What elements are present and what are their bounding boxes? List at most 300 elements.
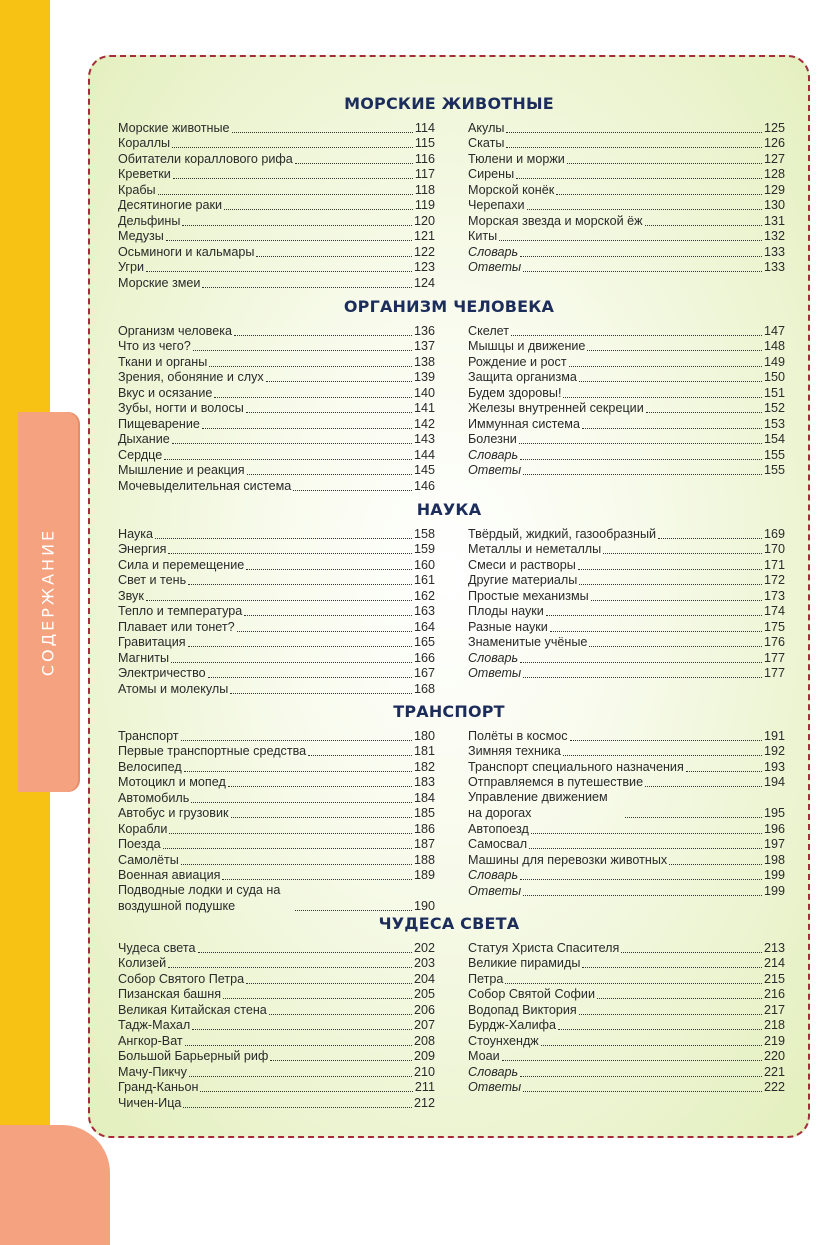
toc-entry-page: 211 <box>414 1080 435 1094</box>
toc-entry-page: 219 <box>763 1033 785 1048</box>
toc-entry-page: 165 <box>413 635 435 649</box>
toc-entry-label: Морские животные <box>118 120 230 135</box>
toc-entry[interactable] <box>468 370 785 386</box>
dot-leader <box>579 1014 762 1015</box>
dot-leader <box>172 147 413 148</box>
toc-entry-label: Крабы <box>118 182 156 197</box>
toc-entry-page: 153 <box>763 416 785 431</box>
toc-entry[interactable] <box>468 136 785 152</box>
toc-entry[interactable] <box>468 837 785 853</box>
toc-entry-page: 176 <box>763 635 785 649</box>
toc-entry[interactable] <box>468 401 785 417</box>
toc-entry[interactable] <box>118 213 435 229</box>
dot-leader <box>270 1060 412 1061</box>
toc-entry[interactable] <box>118 229 435 245</box>
toc-entry-label: Свет и тень <box>118 573 187 587</box>
toc-column-left <box>118 526 435 697</box>
toc-entry-page: 170 <box>763 542 785 556</box>
dot-leader <box>202 287 412 288</box>
dot-leader <box>506 147 762 148</box>
toc-entry[interactable] <box>468 557 785 573</box>
toc-entry-label: Управление движением на дорогах <box>468 790 608 820</box>
toc-entry-page: 187 <box>413 837 435 851</box>
toc-entry-page: 194 <box>763 775 785 789</box>
toc-entry-label: Корабли <box>118 821 168 836</box>
dot-leader <box>209 366 412 367</box>
toc-entry[interactable] <box>468 198 785 214</box>
toc-entry-page: 128 <box>763 167 785 181</box>
toc-entry[interactable] <box>468 151 785 167</box>
toc-entry-label: Металлы и неметаллы <box>468 542 602 556</box>
toc-entry-label: Собор Святой Софии <box>468 987 595 1001</box>
contents-panel <box>88 55 810 1138</box>
dot-leader <box>237 631 412 632</box>
dot-leader <box>597 998 762 999</box>
toc-entry[interactable] <box>468 1033 785 1049</box>
toc-entry-page: 199 <box>763 868 785 882</box>
toc-entry[interactable] <box>118 604 435 620</box>
toc-entry-page: 207 <box>413 1018 435 1032</box>
dot-leader <box>527 209 762 210</box>
toc-entry[interactable] <box>468 573 785 589</box>
toc-entry-label: Ответы <box>468 260 522 274</box>
dot-leader <box>520 879 762 880</box>
toc-entry[interactable] <box>118 1064 435 1080</box>
toc-entry[interactable] <box>118 370 435 386</box>
toc-entry[interactable] <box>468 650 785 666</box>
toc-entry[interactable] <box>118 940 435 956</box>
toc-entry[interactable] <box>118 385 435 401</box>
toc-entry-label: Ткани и органы <box>118 354 208 369</box>
toc-entry-label: Осьминоги и кальмары <box>118 244 255 259</box>
dot-leader <box>222 879 412 880</box>
toc-entry-label: Петра <box>468 971 504 986</box>
toc-entry-label: Автобус и грузовик <box>118 806 229 820</box>
toc-entry-label: Другие материалы <box>468 573 578 587</box>
toc-entry-page: 162 <box>413 588 435 603</box>
toc-entry[interactable] <box>468 588 785 604</box>
dot-leader <box>645 225 762 226</box>
toc-entry[interactable] <box>468 542 785 558</box>
dot-leader <box>155 538 412 539</box>
toc-entry[interactable] <box>118 120 435 136</box>
toc-entry-label: Военная авиация <box>118 868 221 882</box>
toc-entry[interactable] <box>118 260 435 276</box>
toc-entry-page: 217 <box>763 1002 785 1017</box>
toc-entry[interactable] <box>118 1018 435 1034</box>
toc-entry-page: 143 <box>413 432 435 446</box>
toc-entry-label: Зимняя техника <box>468 744 561 758</box>
toc-entry-page: 125 <box>763 120 785 135</box>
toc-entry-label: Первые транспортные средства <box>118 744 307 758</box>
dot-leader <box>587 350 762 351</box>
toc-entry-page: 206 <box>413 1002 435 1017</box>
toc-entry[interactable] <box>468 775 785 791</box>
toc-entry[interactable] <box>468 182 785 198</box>
toc-entry[interactable] <box>468 1064 785 1080</box>
toc-entry-page: 180 <box>413 728 435 743</box>
toc-entry-label: Дельфины <box>118 213 181 228</box>
dot-leader <box>256 256 412 257</box>
toc-entry[interactable] <box>118 728 435 744</box>
toc-entry-page: 155 <box>763 447 785 462</box>
toc-entry[interactable] <box>118 542 435 558</box>
toc-entry[interactable] <box>468 167 785 183</box>
toc-entry[interactable] <box>118 401 435 417</box>
dot-leader <box>531 833 762 834</box>
toc-entry-page: 183 <box>413 775 435 789</box>
toc-entry-page: 167 <box>413 666 435 680</box>
toc-entry-page: 124 <box>413 275 435 290</box>
dot-leader <box>214 397 412 398</box>
dot-leader <box>658 538 762 539</box>
toc-entry[interactable] <box>118 447 435 463</box>
toc-entry-page: 140 <box>413 385 435 400</box>
toc-entry[interactable] <box>118 852 435 868</box>
toc-entry[interactable] <box>118 136 435 152</box>
dot-leader <box>529 848 762 849</box>
toc-entry[interactable] <box>468 1002 785 1018</box>
toc-entry[interactable] <box>118 151 435 167</box>
toc-entry-page: 120 <box>413 213 435 228</box>
toc-entry-label: Тадж-Махал <box>118 1018 191 1032</box>
toc-entry[interactable] <box>118 1049 435 1065</box>
toc-entry[interactable] <box>118 557 435 573</box>
toc-entry-label: Сила и перемещение <box>118 557 245 572</box>
toc-entry-page: 136 <box>413 323 435 338</box>
toc-entry[interactable] <box>118 182 435 198</box>
toc-entry-label: Акулы <box>468 120 505 135</box>
toc-entry-label: Десятиногие раки <box>118 198 223 212</box>
toc-entry[interactable] <box>118 478 435 494</box>
toc-entry[interactable] <box>468 619 785 635</box>
toc-entry-page: 131 <box>763 213 785 228</box>
toc-entry[interactable] <box>118 971 435 987</box>
toc-entry[interactable] <box>118 635 435 651</box>
dot-leader <box>499 240 762 241</box>
toc-entry[interactable] <box>118 759 435 775</box>
toc-entry[interactable] <box>468 940 785 956</box>
toc-entry[interactable] <box>468 323 785 339</box>
dot-leader <box>166 240 412 241</box>
toc-column-right <box>468 323 785 478</box>
toc-entry[interactable] <box>468 666 785 682</box>
toc-entry[interactable] <box>468 213 785 229</box>
toc-entry[interactable] <box>468 852 785 868</box>
dot-leader <box>550 631 762 632</box>
toc-entry[interactable] <box>118 666 435 682</box>
toc-entry-page: 152 <box>763 401 785 415</box>
dot-leader <box>293 490 412 491</box>
toc-entry-page: 193 <box>763 759 785 774</box>
toc-entry-page: 220 <box>763 1049 785 1063</box>
dot-leader <box>579 381 762 382</box>
toc-entry-label: Ответы <box>468 463 522 477</box>
toc-entry-page: 182 <box>413 759 435 774</box>
toc-entry[interactable] <box>118 1033 435 1049</box>
toc-entry[interactable] <box>118 354 435 370</box>
dot-leader <box>558 1029 762 1030</box>
toc-entry[interactable] <box>118 275 435 291</box>
dot-leader <box>247 474 412 475</box>
toc-entry-label: Транспорт специального назначения <box>468 759 684 774</box>
dot-leader <box>645 786 762 787</box>
toc-entry[interactable] <box>468 120 785 136</box>
toc-entry-label: Велосипед <box>118 759 182 774</box>
toc-entry-page: 147 <box>763 323 785 338</box>
dot-leader <box>169 833 412 834</box>
toc-entry[interactable] <box>468 244 785 260</box>
toc-entry-label: Чудеса света <box>118 940 196 955</box>
toc-entry[interactable] <box>118 650 435 666</box>
dot-leader <box>519 443 762 444</box>
toc-entry[interactable] <box>468 956 785 972</box>
dot-leader <box>582 967 762 968</box>
toc-entry-label: Твёрдый, жидкий, газообразный <box>468 526 657 541</box>
toc-entry[interactable] <box>468 339 785 355</box>
toc-entry[interactable] <box>468 790 785 821</box>
toc-entry-label: Организм человека <box>118 323 233 338</box>
toc-entry-page: 158 <box>413 526 435 541</box>
toc-entry-page: 191 <box>763 728 785 743</box>
toc-entry[interactable] <box>468 432 785 448</box>
toc-entry[interactable] <box>118 1002 435 1018</box>
toc-entry-page: 154 <box>763 432 785 446</box>
toc-entry-label: Пищеварение <box>118 416 200 431</box>
toc-entry-label: Транспорт <box>118 728 179 743</box>
toc-entry-label: Атомы и молекулы <box>118 681 229 696</box>
toc-entry-page: 139 <box>413 370 435 384</box>
toc-entry-page: 130 <box>763 198 785 212</box>
dot-leader <box>563 755 762 756</box>
toc-entry[interactable] <box>118 323 435 339</box>
dot-leader <box>193 350 412 351</box>
dot-leader <box>520 662 762 663</box>
toc-entry[interactable] <box>118 868 435 884</box>
toc-entry-page: 190 <box>413 899 435 913</box>
toc-entry-page: 172 <box>763 573 785 587</box>
dot-leader <box>603 553 762 554</box>
toc-entry-label: Колизей <box>118 956 167 970</box>
toc-entry-page: 212 <box>413 1095 435 1110</box>
toc-column-left <box>118 728 435 914</box>
dot-leader <box>308 755 412 756</box>
toc-entry[interactable] <box>118 681 435 697</box>
dot-leader <box>563 397 762 398</box>
dot-leader <box>228 786 412 787</box>
dot-leader <box>582 428 762 429</box>
toc-entry-label: Водопад Виктория <box>468 1002 577 1017</box>
toc-entry[interactable] <box>118 573 435 589</box>
toc-entry-page: 214 <box>763 956 785 970</box>
toc-entry-page: 129 <box>763 182 785 197</box>
dot-leader <box>246 983 412 984</box>
toc-entry[interactable] <box>118 744 435 760</box>
dot-leader <box>230 693 412 694</box>
toc-entry-label: Пизанская башня <box>118 987 222 1001</box>
toc-entry-page: 163 <box>413 604 435 618</box>
toc-column-left <box>118 323 435 494</box>
toc-entry-label: Самосвал <box>468 837 528 851</box>
toc-entry-page: 116 <box>414 151 435 166</box>
toc-entry[interactable] <box>468 604 785 620</box>
toc-entry[interactable] <box>118 987 435 1003</box>
toc-entry-label: Скаты <box>468 136 505 150</box>
toc-entry-label: Великая Китайская стена <box>118 1002 267 1017</box>
toc-entry[interactable] <box>468 463 785 479</box>
toc-entry[interactable] <box>468 971 785 987</box>
toc-entry[interactable] <box>118 837 435 853</box>
toc-entry-label: Смеси и растворы <box>468 557 576 572</box>
toc-entry[interactable] <box>118 1095 435 1111</box>
toc-entry[interactable] <box>468 821 785 837</box>
toc-entry-page: 175 <box>763 619 785 634</box>
toc-entry-label: Мотоцикл и мопед <box>118 775 226 789</box>
toc-entry-label: Великие пирамиды <box>468 956 581 970</box>
section-title: МОРСКИЕ ЖИВОТНЫЕ <box>344 94 554 113</box>
toc-entry[interactable] <box>118 244 435 260</box>
toc-entry-page: 161 <box>413 573 435 587</box>
toc-entry-label: Словарь <box>468 650 519 665</box>
toc-entry-label: Иммунная система <box>468 416 580 431</box>
toc-entry[interactable] <box>118 167 435 183</box>
toc-entry[interactable] <box>468 1049 785 1065</box>
toc-entry[interactable] <box>118 775 435 791</box>
dot-leader <box>523 677 762 678</box>
toc-entry[interactable] <box>468 883 785 899</box>
toc-entry-page: 115 <box>414 136 435 150</box>
toc-entry-label: Морские змеи <box>118 275 201 290</box>
toc-entry-label: Обитатели кораллового рифа <box>118 151 293 166</box>
toc-entry-page: 185 <box>413 806 435 820</box>
toc-entry-label: Самолёты <box>118 852 179 867</box>
toc-entry-page: 177 <box>763 666 785 680</box>
toc-entry[interactable] <box>468 759 785 775</box>
toc-entry-label: Железы внутренней секреции <box>468 401 644 415</box>
dot-leader <box>173 178 413 179</box>
toc-entry-page: 208 <box>413 1033 435 1048</box>
toc-entry-page: 210 <box>413 1064 435 1079</box>
toc-entry[interactable] <box>118 956 435 972</box>
toc-entry-page: 164 <box>413 619 435 634</box>
toc-entry-page: 155 <box>763 463 785 477</box>
toc-entry-label: Разные науки <box>468 619 548 634</box>
toc-entry-label: Угри <box>118 260 145 274</box>
toc-entry-label: Черепахи <box>468 198 525 212</box>
dot-leader <box>520 1076 762 1077</box>
toc-entry[interactable] <box>468 229 785 245</box>
toc-entry-page: 204 <box>413 971 435 986</box>
toc-entry-label: Креветки <box>118 167 171 181</box>
toc-entry[interactable] <box>468 447 785 463</box>
toc-entry-label: Подводные лодки и суда на воздушной подушке <box>118 883 281 913</box>
toc-entry-page: 121 <box>413 229 435 243</box>
toc-entry[interactable] <box>118 463 435 479</box>
toc-entry-label: Вкус и осязание <box>118 385 213 400</box>
toc-entry-label: Морская звезда и морской ёж <box>468 213 643 228</box>
toc-column-right <box>468 120 785 275</box>
toc-entry[interactable] <box>468 987 785 1003</box>
toc-column-right <box>468 526 785 681</box>
toc-entry[interactable] <box>118 619 435 635</box>
toc-entry-page: 205 <box>413 987 435 1001</box>
toc-entry-page: 202 <box>413 940 435 955</box>
toc-entry[interactable] <box>118 526 435 542</box>
dot-leader <box>578 569 762 570</box>
toc-entry-label: Машины для перевозки животных <box>468 852 668 867</box>
toc-entry-label: Автомобиль <box>118 790 190 805</box>
toc-entry[interactable] <box>118 339 435 355</box>
toc-entry-label: Ответы <box>468 883 522 898</box>
toc-entry-page: 218 <box>763 1018 785 1032</box>
toc-entry-label: Дыхание <box>118 432 170 446</box>
toc-entry-page: 181 <box>413 744 435 758</box>
toc-entry[interactable] <box>118 416 435 432</box>
toc-entry[interactable] <box>118 790 435 806</box>
toc-entry[interactable] <box>118 821 435 837</box>
toc-entry-page: 198 <box>763 852 785 867</box>
toc-entry-label: Киты <box>468 229 498 243</box>
toc-entry[interactable] <box>118 1080 435 1096</box>
toc-entry-label: Гравитация <box>118 635 186 649</box>
toc-entry[interactable] <box>468 526 785 542</box>
toc-entry[interactable] <box>468 1080 785 1096</box>
dot-leader <box>295 163 413 164</box>
toc-entry[interactable] <box>468 1018 785 1034</box>
toc-entry-label: Болезни <box>468 432 517 446</box>
toc-entry-label: Собор Святого Петра <box>118 971 245 986</box>
toc-entry-page: 114 <box>414 120 435 135</box>
dot-leader <box>184 771 412 772</box>
toc-entry[interactable] <box>468 744 785 760</box>
toc-entry[interactable] <box>118 806 435 822</box>
dot-leader <box>546 615 762 616</box>
toc-entry-label: Зубы, ногти и волосы <box>118 401 244 415</box>
dot-leader <box>168 967 412 968</box>
toc-entry-page: 117 <box>414 167 435 181</box>
toc-entry[interactable] <box>468 354 785 370</box>
dot-leader <box>185 1045 412 1046</box>
toc-entry-page: 137 <box>413 339 435 353</box>
toc-entry[interactable] <box>468 868 785 884</box>
toc-entry[interactable] <box>118 588 435 604</box>
dot-leader <box>569 366 762 367</box>
dot-leader <box>146 271 412 272</box>
toc-entry-page: 133 <box>763 260 785 274</box>
toc-entry[interactable] <box>468 260 785 276</box>
toc-entry[interactable] <box>118 883 435 914</box>
toc-entry[interactable] <box>118 432 435 448</box>
dot-leader <box>520 256 762 257</box>
dot-leader <box>231 817 412 818</box>
toc-entry[interactable] <box>118 198 435 214</box>
toc-entry-label: Простые механизмы <box>468 588 589 603</box>
dot-leader <box>579 584 762 585</box>
dot-leader <box>502 1060 762 1061</box>
dot-leader <box>146 600 412 601</box>
toc-entry-label: Морской конёк <box>468 182 555 197</box>
dot-leader <box>192 1029 412 1030</box>
dot-leader <box>223 998 412 999</box>
toc-entry-label: Словарь <box>468 1064 519 1079</box>
toc-entry[interactable] <box>468 385 785 401</box>
toc-entry[interactable] <box>468 416 785 432</box>
toc-entry-page: 188 <box>413 852 435 867</box>
section-title: НАУКА <box>416 500 482 519</box>
toc-entry[interactable] <box>468 635 785 651</box>
toc-entry[interactable] <box>468 728 785 744</box>
dot-leader <box>556 194 762 195</box>
